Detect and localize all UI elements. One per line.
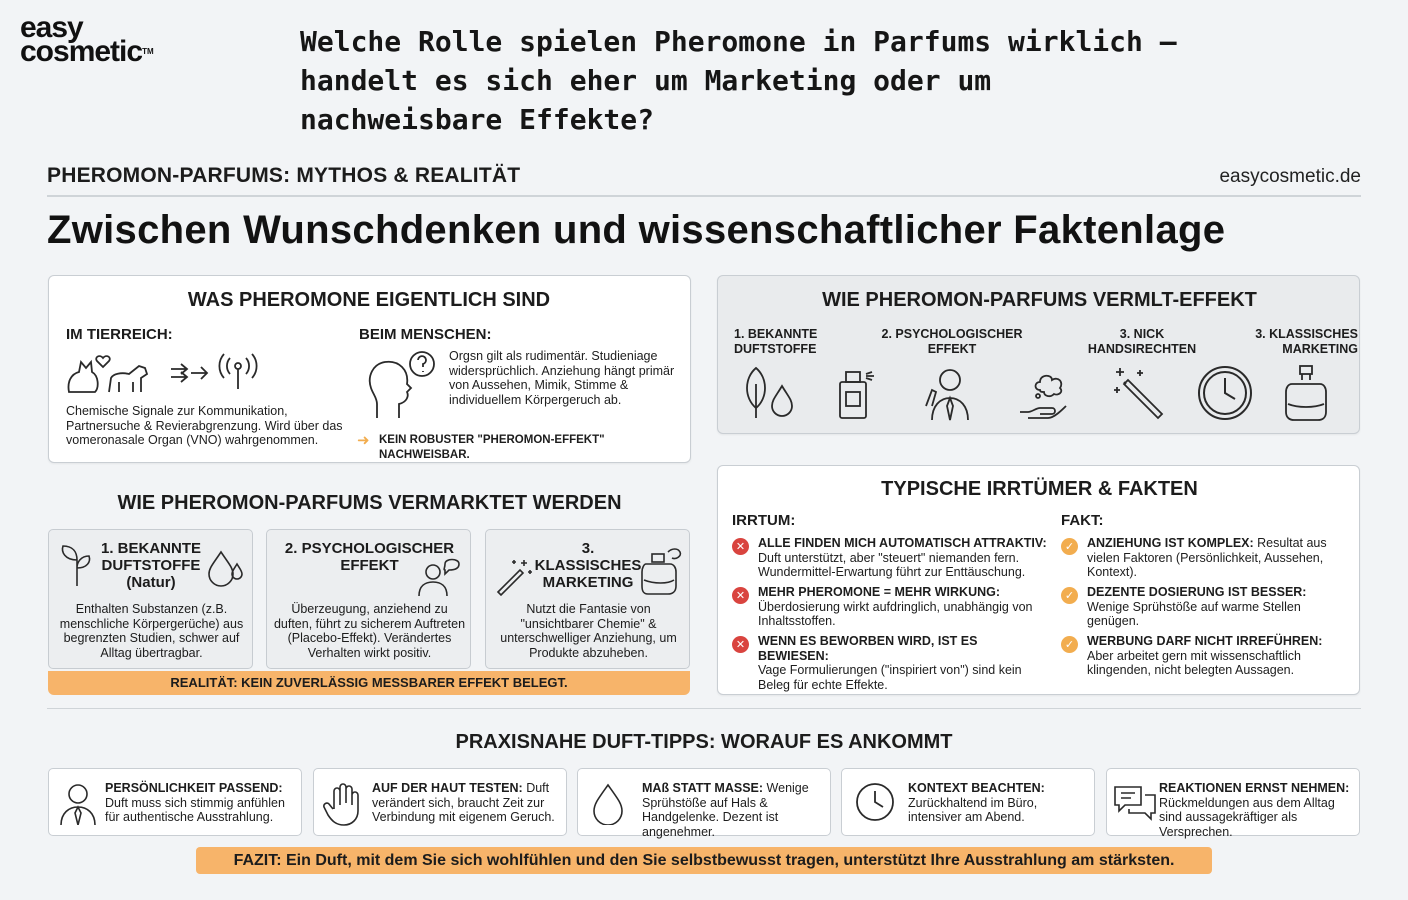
myths-card [717, 465, 1360, 695]
myth-item [758, 536, 1048, 580]
tip-card-4 [841, 768, 1095, 836]
marketed-card-3 [485, 529, 690, 669]
arrow-right-icon: ➜ [357, 431, 370, 449]
conclusion-text: KEIN ROBUSTER "PHEROMON-EFFEKT" NACHWEISBAR. [379, 434, 605, 461]
vermit-item-4: 3. KLASSISCHES MARKETING [1255, 327, 1358, 356]
fazit-bar: FAZIT: Ein Duft, mit dem Sie sich wohlfühlen und den Sie selbstbewusst tragen, unterstützt Ihre Ausstrahlung am stärksten. [196, 847, 1212, 874]
check-icon: ✓ [1061, 587, 1078, 604]
signal-icon [215, 352, 261, 392]
arrows-icon [169, 361, 213, 385]
myth-text: Duft unterstützt, aber "steuert" niemanden fern. Wundermittel-Erwartung führt zur Enttäuschung. [758, 550, 1026, 579]
fact-item [1087, 536, 1349, 580]
tip-head: REAKTIONEN ERNST NEHMEN: [1159, 781, 1350, 795]
logo [20, 11, 190, 68]
chat-icon [1113, 783, 1157, 823]
myth-text: Überdosierung wirkt aufdringlich, unabhängig von Inhaltsstoffen. [758, 599, 1033, 628]
perfume-icon [638, 544, 686, 596]
marketed-card-1-text: Enthalten Substanzen (z.B. menschliche Körpergerüche) aus begrenzten Studien, schwer auf Alltag übertragbar. [59, 602, 244, 660]
myth-head: ALLE FINDEN MICH AUTOMATISCH ATTRAKTIV: [758, 536, 1047, 550]
animal-text: Chemische Signale zur Kommunikation, Partnersuche & Revierabgrenzung. Wird über das vomeronasale Organ (VNO) wahrgenommen. [66, 404, 343, 447]
fact-head: WERBUNG DARF NICHT IRREFÜHREN: [1087, 634, 1323, 648]
tip-text-1 [105, 781, 297, 825]
marketed-card-2-text: Überzeugung, anziehend zu duften, führt zu sicherem Auftreten (Placebo-Effekt). Verändertes Verhalten wirkt positiv. [273, 602, 466, 660]
tip-text-2 [372, 781, 562, 825]
tips-title: PRAXISNAHE DUFT-TIPPS: WORAUF ES ANKOMMT [455, 731, 953, 753]
fact-head: ANZIEHUNG IST KOMPLEX: [1087, 536, 1254, 550]
fact-label: FAKT: [1061, 512, 1104, 529]
error-icon: ✕ [732, 587, 749, 604]
marketed-card-2 [266, 529, 471, 669]
page-question: Welche Rolle spielen Pheromone in Parfums wirklich – handelt es sich eher um Marketing oder um nachweisbare Effekte? [300, 25, 1177, 136]
tip-text-5 [1159, 781, 1357, 839]
clock-icon [854, 781, 896, 823]
marketed-card-3-text: Nutzt die Fantasie von "unsichtbarer Chemie" & unterschwelliger Anziehung, um Produkte abzuheben. [500, 602, 677, 660]
site-link[interactable]: easycosmetic.de [1219, 166, 1361, 187]
fact-text: Resultat aus vielen Faktoren (Persönlichkeit, Aussehen, Kontext). [1087, 536, 1327, 579]
marketed-card-1-title: 1. BEKANNTE DUFTSTOFFE (Natur) [100, 540, 201, 591]
clock-icon [1196, 364, 1254, 422]
tip-body: Wenige Sprühstöße auf Hals & Handgelenke. Dezent ist angenehmer. [642, 781, 809, 839]
head-question-icon [359, 348, 439, 420]
spray-bottle-icon [834, 364, 882, 420]
check-icon: ✓ [1061, 636, 1078, 653]
vermit-title: WIE PHEROMON-PARFUMS VERMLT-EFFEKT [822, 289, 1257, 311]
marketed-card-2-title: 2. PSYCHOLOGISCHER EFFEKT [284, 540, 455, 574]
tip-head: KONTEXT BEACHTEN: [908, 781, 1045, 795]
tip-card-1 [48, 768, 302, 836]
hand-icon [322, 781, 364, 827]
thought-hand-icon [1016, 362, 1076, 422]
myths-title: TYPISCHE IRRTÜMER & FAKTEN [881, 478, 1198, 500]
tip-card-2 [313, 768, 567, 836]
fact-item [1087, 585, 1349, 629]
myth-text: Vage Formulierungen ("inspiriert von") sind kein Beleg für echte Effekte. [758, 663, 1022, 692]
marketed-title: WIE PHEROMON-PARFUMS VERMARKTET WERDEN [117, 492, 622, 514]
check-icon: ✓ [1061, 538, 1078, 555]
vermit-card [717, 275, 1360, 434]
vermit-item-2: 2. PSYCHOLOGISCHER EFFEKT [881, 327, 1023, 356]
tip-card-5 [1106, 768, 1360, 839]
tip-text-3 [642, 781, 826, 839]
tip-head: AUF DER HAUT TESTEN: [372, 781, 523, 795]
magic-wand-icon [1110, 364, 1166, 420]
marketed-card-1 [48, 529, 253, 669]
tip-body: Duft muss sich stimmig anfühlen für authentische Ausstrahlung. [105, 795, 285, 824]
logo-line1: easy [20, 11, 83, 44]
tip-text-4 [908, 781, 1090, 825]
tip-body: Zurückhaltend im Büro, intensiver am Abend. [908, 795, 1038, 824]
cat-dog-icon [63, 348, 163, 396]
vermit-item-1: 1. BEKANNTE DUFTSTOFFE [734, 327, 818, 356]
what-are-title: WAS PHEROMONE EIGENTLICH SIND [187, 289, 551, 311]
person-thought-icon [415, 554, 463, 598]
drop-icon [590, 781, 626, 825]
tip-body: Rückmeldungen aus dem Alltag sind aussagekräftiger als Versprechen. [1159, 795, 1335, 839]
myth-label: IRRTUM: [732, 512, 796, 529]
animal-label: IM TIERREICH: [66, 326, 173, 343]
what-are-card [48, 275, 691, 463]
fact-text: Aber arbeitet gern mit wissenschaftlich klingenden, nicht belegten Aussagen. [1087, 648, 1301, 677]
person-icon [918, 362, 978, 422]
tip-body: Duft verändert sich, braucht Zeit zur Verbindung mit eigenem Geruch. [372, 781, 555, 824]
topic-title: PHEROMON-PARFUMS: MYTHOS & REALITÄT [47, 164, 521, 187]
fact-item [1087, 634, 1349, 678]
myth-head: MEHR PHEROMONE = MEHR WIRKUNG: [758, 585, 1001, 599]
vermit-item-3: 3. NICK HANDSIRECHTEN [1087, 327, 1197, 356]
fact-text: Wenige Sprühstöße auf warme Stellen genügen. [1087, 599, 1301, 628]
tip-head: MAß STATT MASSE: [642, 781, 764, 795]
reality-bar: REALITÄT: KEIN ZUVERLÄSSIG MESSBARER EFFEKT BELEGT. [48, 671, 690, 695]
error-icon: ✕ [732, 636, 749, 653]
divider [47, 708, 1361, 709]
logo-tm: TM [142, 47, 154, 56]
logo-word: cosmetic [20, 35, 143, 68]
logo-line2 [20, 35, 190, 68]
error-icon: ✕ [732, 538, 749, 555]
myth-item [758, 634, 1048, 692]
fact-head: DEZENTE DOSIERUNG IST BESSER: [1087, 585, 1307, 599]
human-label: BEIM MENSCHEN: [359, 326, 492, 343]
myth-head: WENN ES BEWORBEN WIRD, IST ES BEWIESEN: [758, 634, 978, 663]
perfume-bottle-icon [1284, 362, 1330, 422]
tip-card-3 [577, 768, 831, 839]
myth-item [758, 585, 1048, 629]
divider [47, 195, 1361, 197]
human-text: Orgsn gilt als rudimentär. Studieniage widersprüchlich. Anziehung hängt primär von Aussehen, Mimik, Stimme & individuellem Körpergeruch ab. [449, 349, 675, 407]
person-icon [57, 781, 99, 825]
marketed-card-3-title: 3. KLASSISCHES MARKETING [534, 540, 642, 591]
tip-head: PERSÖNLICHKEIT PASSEND: [105, 781, 283, 795]
headline: Zwischen Wunschdenken und wissenschaftlicher Faktenlage [47, 208, 1226, 252]
leaf-drop-icon [740, 364, 800, 420]
